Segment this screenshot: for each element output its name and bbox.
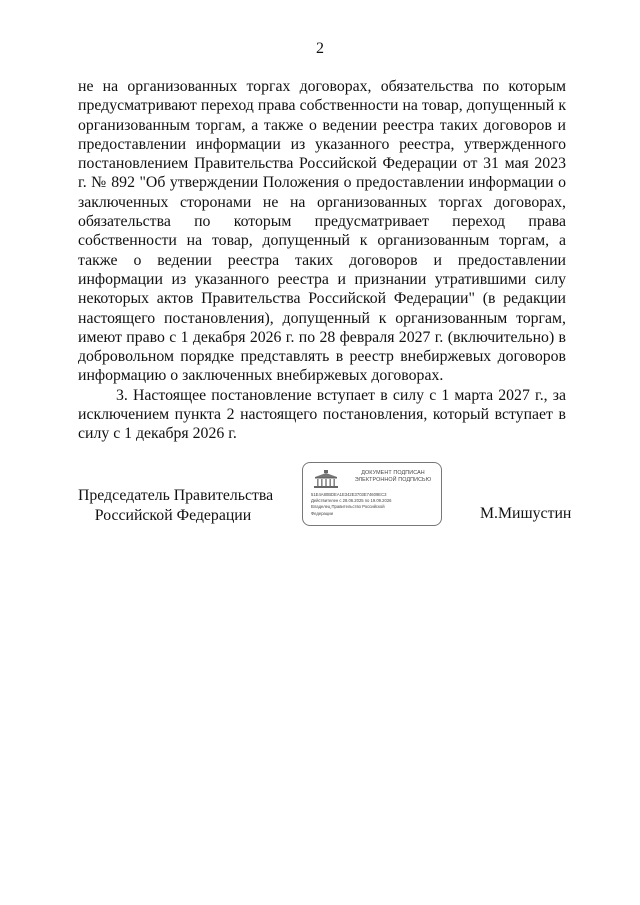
stamp-validity: Действителен с 28.06.2025 по 19.09.2026 — [311, 498, 392, 504]
stamp-details — [311, 492, 439, 517]
position-line-1: Председатель Правительства — [78, 487, 274, 504]
signatory-position — [78, 486, 274, 526]
stamp-owner-line-2: Федерации — [311, 510, 333, 516]
electronic-signature-stamp — [302, 462, 442, 526]
stamp-header — [347, 470, 439, 484]
stamp-owner-line-1: Владелец Правительство Российской — [311, 504, 385, 510]
document-body — [78, 77, 566, 444]
government-building-icon — [311, 469, 341, 489]
page-number: 2 — [316, 40, 324, 57]
paragraph-continuation: не на организованных торгах договорах, обязательства по которым предусматривают переход права собственности на товар, допущенный к организованным торгам, а также о ведении реестра таких договоров и предоставлении информации из указанного реестра, утвержденного постановлением Правительства Российской Федерации от 31 мая 2023 г. № 892 "Об утверждении Положения о предоставлении информации о заключенных сторонами не на организованных торгах договорах, обязательства по которым предусматривает переход права собственности на товар, допущенный к организованным торгам, а также о ведении реестра таких договоров и предоставлении информации из указанного реестра и признании утратившими силу некоторых актов Правительства Российской Федерации" (в редакции настоящего постановления), допущенный к организованным торгам, имеют право с 1 декабря 2026 г. по 28 февраля 2027 г. (включительно) в добровольном порядке представлять в реестр внебиржевых договоров информацию о заключенных внебиржевых договорах. — [78, 78, 566, 385]
stamp-certificate: 51E4A80BDEA1E342E3703E74609EC3 — [311, 492, 387, 497]
paragraph-3: 3. Настоящее постановление вступает в силу с 1 марта 2027 г., за исключением пункта 2 настоящего постановления, который вступает в силу с 1 декабря 2026 г. — [78, 386, 566, 443]
stamp-header-line-1: ДОКУМЕНТ ПОДПИСАН — [361, 470, 425, 476]
signer-name: М.Мишустин — [480, 505, 572, 522]
stamp-header-line-2: ЭЛЕКТРОННОЙ ПОДПИСЬЮ — [354, 477, 432, 483]
position-line-2: Российской Федерации — [94, 507, 252, 524]
